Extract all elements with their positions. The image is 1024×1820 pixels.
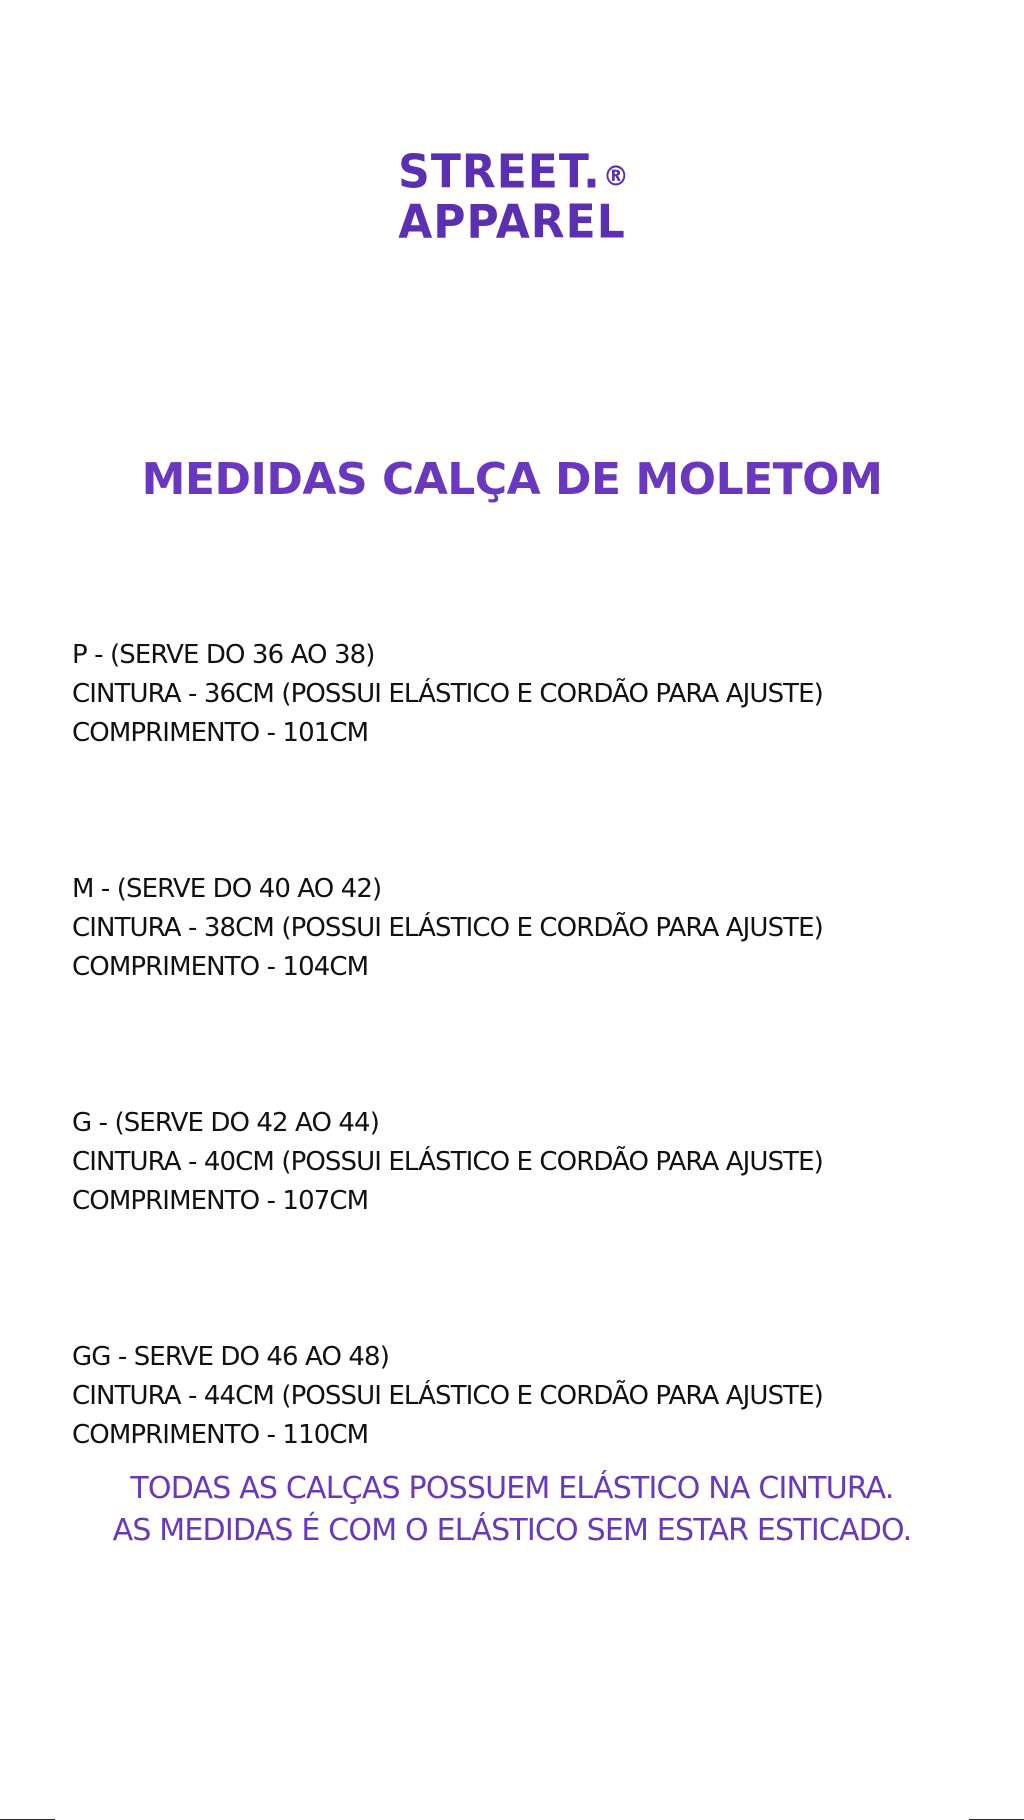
size-list: [72, 636, 992, 1572]
registered-mark: ®: [602, 161, 630, 193]
size-waist: CINTURA - 36CM (POSSUI ELÁSTICO E CORDÃO PARA AJUSTE): [72, 679, 823, 709]
footer-note: [0, 1468, 1024, 1552]
size-label: P - (SERVE DO 36 AO 38): [72, 640, 375, 670]
size-block-p: [72, 636, 992, 753]
brand-logo: [0, 145, 1024, 250]
size-length: COMPRIMENTO - 110CM: [72, 1420, 369, 1450]
size-block-m: [72, 870, 992, 987]
page-title: MEDIDAS CALÇA DE MOLETOM: [141, 454, 883, 505]
size-waist: CINTURA - 38CM (POSSUI ELÁSTICO E CORDÃO PARA AJUSTE): [72, 913, 823, 943]
logo-text-street: STREET.: [398, 145, 601, 200]
size-label: M - (SERVE DO 40 AO 42): [72, 874, 382, 904]
size-label: GG - SERVE DO 46 AO 48): [72, 1342, 389, 1372]
size-length: COMPRIMENTO - 101CM: [72, 718, 369, 748]
note-line-2: AS MEDIDAS É COM O ELÁSTICO SEM ESTAR ESTICADO.: [112, 1513, 912, 1548]
size-length: COMPRIMENTO - 107CM: [72, 1186, 369, 1216]
note-line-1: TODAS AS CALÇAS POSSUEM ELÁSTICO NA CINTURA.: [130, 1471, 894, 1506]
size-block-g: [72, 1104, 992, 1221]
size-block-gg: [72, 1338, 992, 1455]
logo-line-street: [0, 147, 1024, 200]
size-label: G - (SERVE DO 42 AO 44): [72, 1108, 379, 1138]
size-waist: CINTURA - 40CM (POSSUI ELÁSTICO E CORDÃO PARA AJUSTE): [72, 1147, 823, 1177]
logo-line-apparel: APPAREL: [398, 195, 626, 250]
size-waist: CINTURA - 44CM (POSSUI ELÁSTICO E CORDÃO PARA AJUSTE): [72, 1381, 823, 1411]
size-length: COMPRIMENTO - 104CM: [72, 952, 369, 982]
